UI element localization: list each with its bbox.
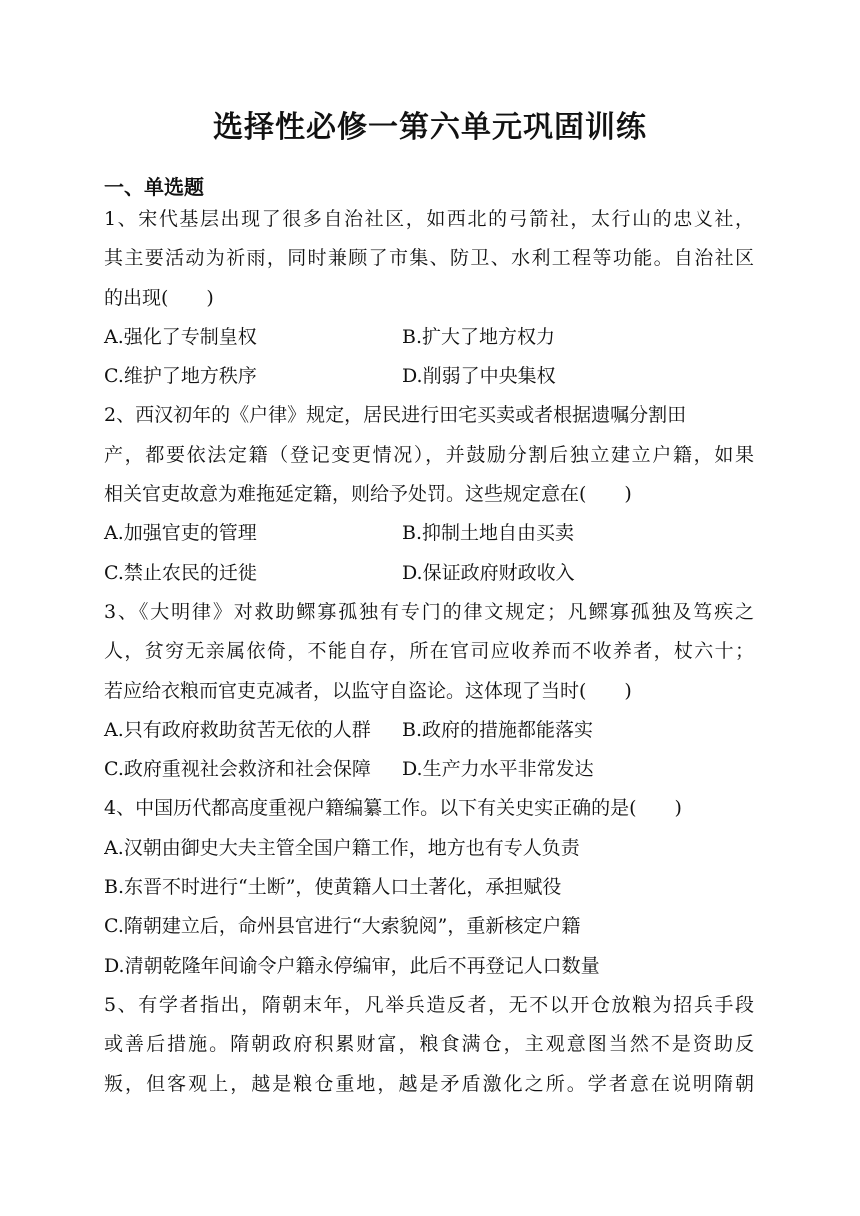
- option-a: A.强化了专制皇权: [104, 325, 257, 348]
- option-d: D.生产力水平非常发达: [402, 758, 594, 781]
- question-text-line: 3、《大明律》对救助鳏寡孤独有专门的律文规定；凡鳏寡孤独及笃疾之: [104, 600, 754, 623]
- question-text-line: 5、有学者指出，隋朝末年，凡举兵造反者，无不以开仓放粮为招兵手段: [104, 993, 754, 1016]
- option-row: [104, 514, 754, 553]
- document-title: 选择性必修一第六单元巩固训练: [213, 110, 647, 145]
- question-text-line: 人，贫穷无亲属依倚，不能自存，所在官司应收养而不收养者，杖六十；: [104, 640, 754, 663]
- option-c: C.禁止农民的迁徙: [104, 561, 257, 584]
- question-1: [104, 200, 754, 396]
- question-2: [104, 396, 754, 592]
- question-5: [104, 986, 754, 1104]
- option-a: A.只有政府救助贫苦无依的人群: [104, 718, 371, 741]
- option-b: B.政府的措施都能落实: [402, 718, 594, 741]
- option-c: C.隋朝建立后，命州县官进行“大索貌阅”，重新核定户籍: [104, 915, 581, 938]
- question-3: [104, 593, 754, 789]
- question-text-line: 4、中国历代都高度重视户籍编纂工作。以下有关史实正确的是( ): [104, 797, 682, 820]
- option-row: [104, 318, 754, 357]
- option-d: D.保证政府财政收入: [402, 561, 575, 584]
- option-a: A.加强官吏的管理: [104, 522, 257, 545]
- option-row: [104, 357, 754, 396]
- option-b: B.东晋不时进行“土断”，使黄籍人口土著化，承担赋役: [104, 876, 562, 899]
- option-row: [104, 554, 754, 593]
- question-text-line: 产，都要依法定籍（登记变更情况），并鼓励分割后独立建立户籍，如果: [104, 443, 754, 466]
- option-a: A.汉朝由御史大夫主管全国户籍工作，地方也有专人负责: [104, 836, 580, 859]
- question-text-line: 或善后措施。隋朝政府积累财富，粮食满仓，主观意图当然不是资助反: [104, 1033, 754, 1056]
- question-text-line: 2、西汉初年的《户律》规定，居民进行田宅买卖或者根据遗嘱分割田: [104, 404, 687, 427]
- option-b: B.抑制土地自由买卖: [402, 522, 575, 545]
- question-text-line: 相关官吏故意为难拖延定籍，则给予处罚。这些规定意在( ): [104, 483, 632, 506]
- question-text-line: 若应给衣粮而官吏克减者，以监守自盗论。这体现了当时( ): [104, 679, 632, 702]
- question-text-line: 1、宋代基层出现了很多自治社区，如西北的弓箭社，太行山的忠义社，: [104, 208, 754, 230]
- question-4: [104, 789, 754, 985]
- question-list: [104, 200, 754, 1104]
- option-d: D.削弱了中央集权: [402, 365, 556, 388]
- option-b: B.扩大了地方权力: [402, 325, 556, 348]
- question-text-line: 其主要活动为祈雨，同时兼顾了市集、防卫、水利工程等功能。自治社区: [104, 247, 754, 270]
- option-c: C.政府重视社会救济和社会保障: [104, 758, 371, 781]
- option-c: C.维护了地方秩序: [104, 365, 257, 388]
- section-heading: 一、单选题: [104, 175, 204, 199]
- question-text-line: 叛，但客观上，越是粮仓重地，越是矛盾激化之所。学者意在说明隋朝: [104, 1072, 754, 1095]
- option-row: [104, 711, 754, 750]
- option-row: [104, 750, 754, 789]
- question-text-line: 的出现( ): [104, 286, 214, 309]
- option-d: D.清朝乾隆年间谕令户籍永停编审，此后不再登记人口数量: [104, 954, 600, 977]
